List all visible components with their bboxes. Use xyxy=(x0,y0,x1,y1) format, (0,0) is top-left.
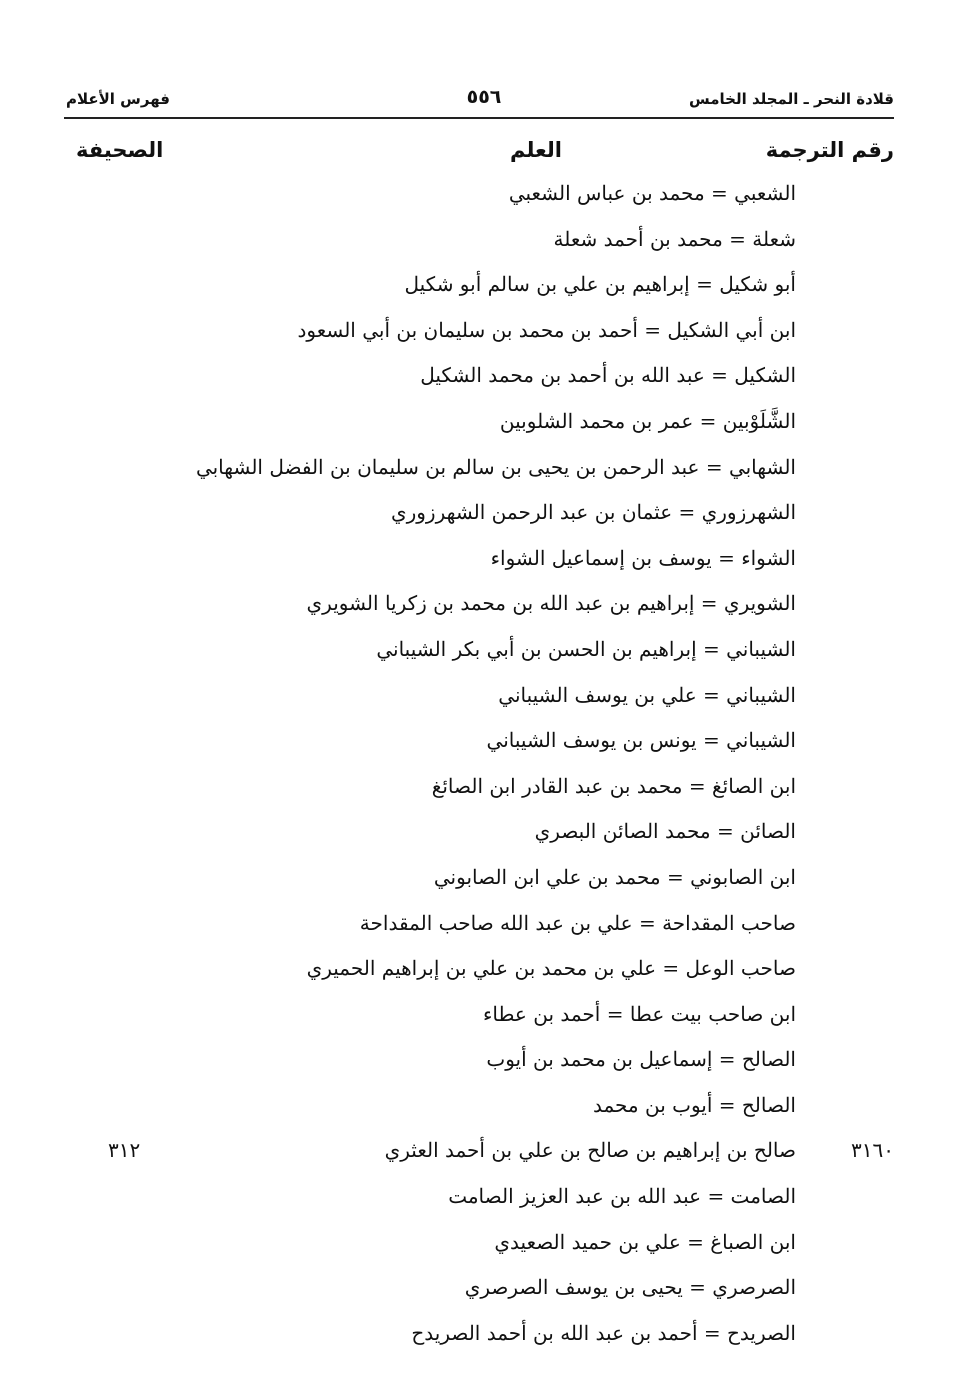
column-header-page: الصحيفة xyxy=(76,138,164,162)
index-entry xyxy=(0,1083,956,1129)
entry-name: الشعبي = محمد بن عباس الشعبي xyxy=(508,181,796,205)
column-header-number: رقم الترجمة xyxy=(765,138,894,162)
entry-name: الصريدح = أحمد بن عبد الله بن أحمد الصريدح xyxy=(411,1320,796,1345)
entry-name: الصالح = إسماعيل بن محمد بن أيوب xyxy=(486,1047,796,1072)
entry-name: الشكيل = عبد الله بن أحمد بن محمد الشكيل xyxy=(420,363,796,388)
entry-name: ابن الصائغ = محمد بن عبد القادر ابن الصائغ xyxy=(431,773,796,798)
index-entry xyxy=(0,946,956,992)
index-entry xyxy=(0,445,956,491)
entry-name: ابن الصباغ = علي بن حميد الصعيدي xyxy=(494,1229,796,1254)
index-entry xyxy=(0,1220,956,1266)
entry-name: الشيباني = يونس بن يوسف الشيباني xyxy=(486,728,796,753)
entry-name: الشويري = إبراهيم بن عبد الله بن محمد بن زكريا الشويري xyxy=(306,591,796,616)
index-entry xyxy=(0,901,956,947)
entry-name: ابن صاحب بيت عطا = أحمد بن عطاء xyxy=(483,1001,796,1026)
index-entry xyxy=(0,1265,956,1311)
index-entry xyxy=(0,353,956,399)
column-header-name: العلم xyxy=(510,138,562,162)
book-title: قلادة النحر ـ المجلد الخامس xyxy=(689,90,894,108)
index-entry xyxy=(0,262,956,308)
index-entry xyxy=(0,217,956,263)
index-entry xyxy=(0,1174,956,1220)
entry-name: الصامت = عبد الله بن عبد العزيز الصامت xyxy=(448,1184,796,1209)
index-entry xyxy=(0,764,956,810)
entry-name: الصائن = محمد الصائن البصري xyxy=(534,819,796,844)
index-entry xyxy=(0,308,956,354)
index-entry xyxy=(0,1311,956,1357)
index-entries xyxy=(0,171,956,1356)
entry-name: شعلة = محمد بن أحمد شعلة xyxy=(553,226,796,251)
index-entry xyxy=(0,581,956,627)
index-entry xyxy=(0,809,956,855)
entry-name: الصالح = أيوب بن محمد xyxy=(592,1092,796,1117)
running-header xyxy=(66,84,894,114)
entry-name: ابن الصابوني = محمد بن علي ابن الصابوني xyxy=(433,864,796,889)
entry-name: الشَّلَوْبين = عمر بن محمد الشلوبين xyxy=(499,408,796,433)
entry-name: الشيباني = إبراهيم بن الحسن بن أبي بكر الشيباني xyxy=(376,636,796,661)
entry-name: الشيباني = علي بن يوسف الشيباني xyxy=(498,682,796,707)
index-entry xyxy=(0,855,956,901)
entry-name: ابن أبي الشكيل = أحمد بن محمد بن سليمان بن أبي السعود xyxy=(297,317,796,342)
page-number: ٥٥٦ xyxy=(466,86,502,108)
index-entry xyxy=(0,490,956,536)
index-entry xyxy=(0,1128,956,1174)
header-rule xyxy=(64,117,894,119)
section-title: فهرس الأعلام xyxy=(66,90,170,108)
entry-name: الشهرزوري = عثمان بن عبد الرحمن الشهرزوري xyxy=(390,500,796,525)
index-entry xyxy=(0,673,956,719)
index-entry xyxy=(0,992,956,1038)
entry-name: صاحب الوعل = علي بن محمد بن علي بن إبراهيم الحميري xyxy=(306,956,796,981)
entry-name: صالح بن إبراهيم بن صالح بن علي بن أحمد العثري xyxy=(384,1138,796,1163)
entry-name: الشواء = يوسف بن إسماعيل الشواء xyxy=(490,545,796,570)
entry-number: ٣١٦٠ xyxy=(851,1138,894,1163)
index-entry xyxy=(0,399,956,445)
entry-name: الصرصري = يحيى بن يوسف الصرصري xyxy=(464,1275,796,1300)
entry-name: صاحب المقداحة = علي بن عبد الله صاحب المقداحة xyxy=(359,910,796,935)
index-entry xyxy=(0,627,956,673)
entry-name: الشهابي = عبد الرحمن بن يحيى بن سالم بن سليمان بن الفضل الشهابي xyxy=(195,454,796,479)
index-entry xyxy=(0,1037,956,1083)
entry-page: ٣١٢ xyxy=(108,1138,141,1163)
index-entry xyxy=(0,536,956,582)
index-entry xyxy=(0,718,956,764)
entry-name: أبو شكيل = إبراهيم بن علي بن سالم أبو شكيل xyxy=(404,272,796,297)
index-entry xyxy=(0,171,956,217)
